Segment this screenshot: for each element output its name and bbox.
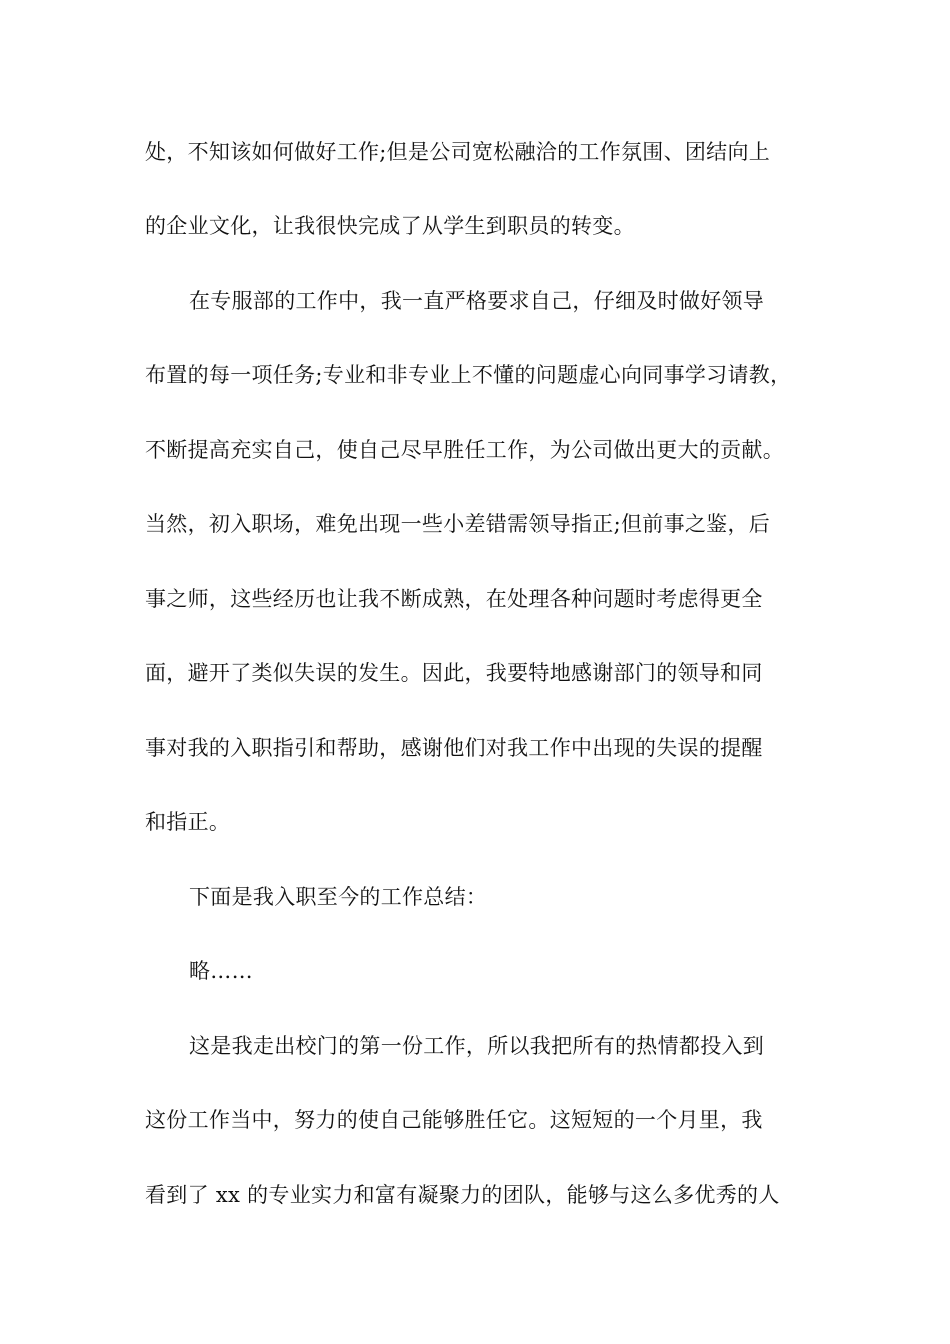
text-line: 和指正。 bbox=[145, 810, 231, 834]
paragraph-start-line: 略…… bbox=[189, 959, 253, 983]
text-line: 看到了 xx 的专业实力和富有凝聚力的团队，能够与这么多优秀的人 bbox=[145, 1183, 780, 1207]
text-line: 面，避开了类似失误的发生。因此，我要特地感谢部门的领导和同 bbox=[145, 661, 763, 685]
text-line: 的企业文化，让我很快完成了从学生到职员的转变。 bbox=[145, 214, 635, 238]
paragraph-start-line: 这是我走出校门的第一份工作，所以我把所有的热情都投入到 bbox=[189, 1034, 765, 1058]
paragraph-start-line: 在专服部的工作中，我一直严格要求自己，仔细及时做好领导 bbox=[189, 289, 765, 313]
text-line: 不断提高充实自己，使自己尽早胜任工作，为公司做出更大的贡献。 bbox=[145, 438, 784, 462]
text-line: 事对我的入职指引和帮助，感谢他们对我工作中出现的失误的提醒 bbox=[145, 736, 763, 760]
text-line: 布置的每一项任务;专业和非专业上不懂的问题虚心向同事学习请教， bbox=[145, 363, 792, 387]
paragraph-start-line: 下面是我入职至今的工作总结： bbox=[189, 885, 488, 909]
text-line: 事之师，这些经历也让我不断成熟，在处理各种问题时考虑得更全 bbox=[145, 587, 763, 611]
text-line: 当然，初入职场，难免出现一些小差错需领导指正;但前事之鉴，后 bbox=[145, 512, 771, 536]
text-line: 处，不知该如何做好工作;但是公司宽松融洽的工作氛围、团结向上 bbox=[145, 140, 771, 164]
text-line: 这份工作当中，努力的使自己能够胜任它。这短短的一个月里，我 bbox=[145, 1108, 763, 1132]
